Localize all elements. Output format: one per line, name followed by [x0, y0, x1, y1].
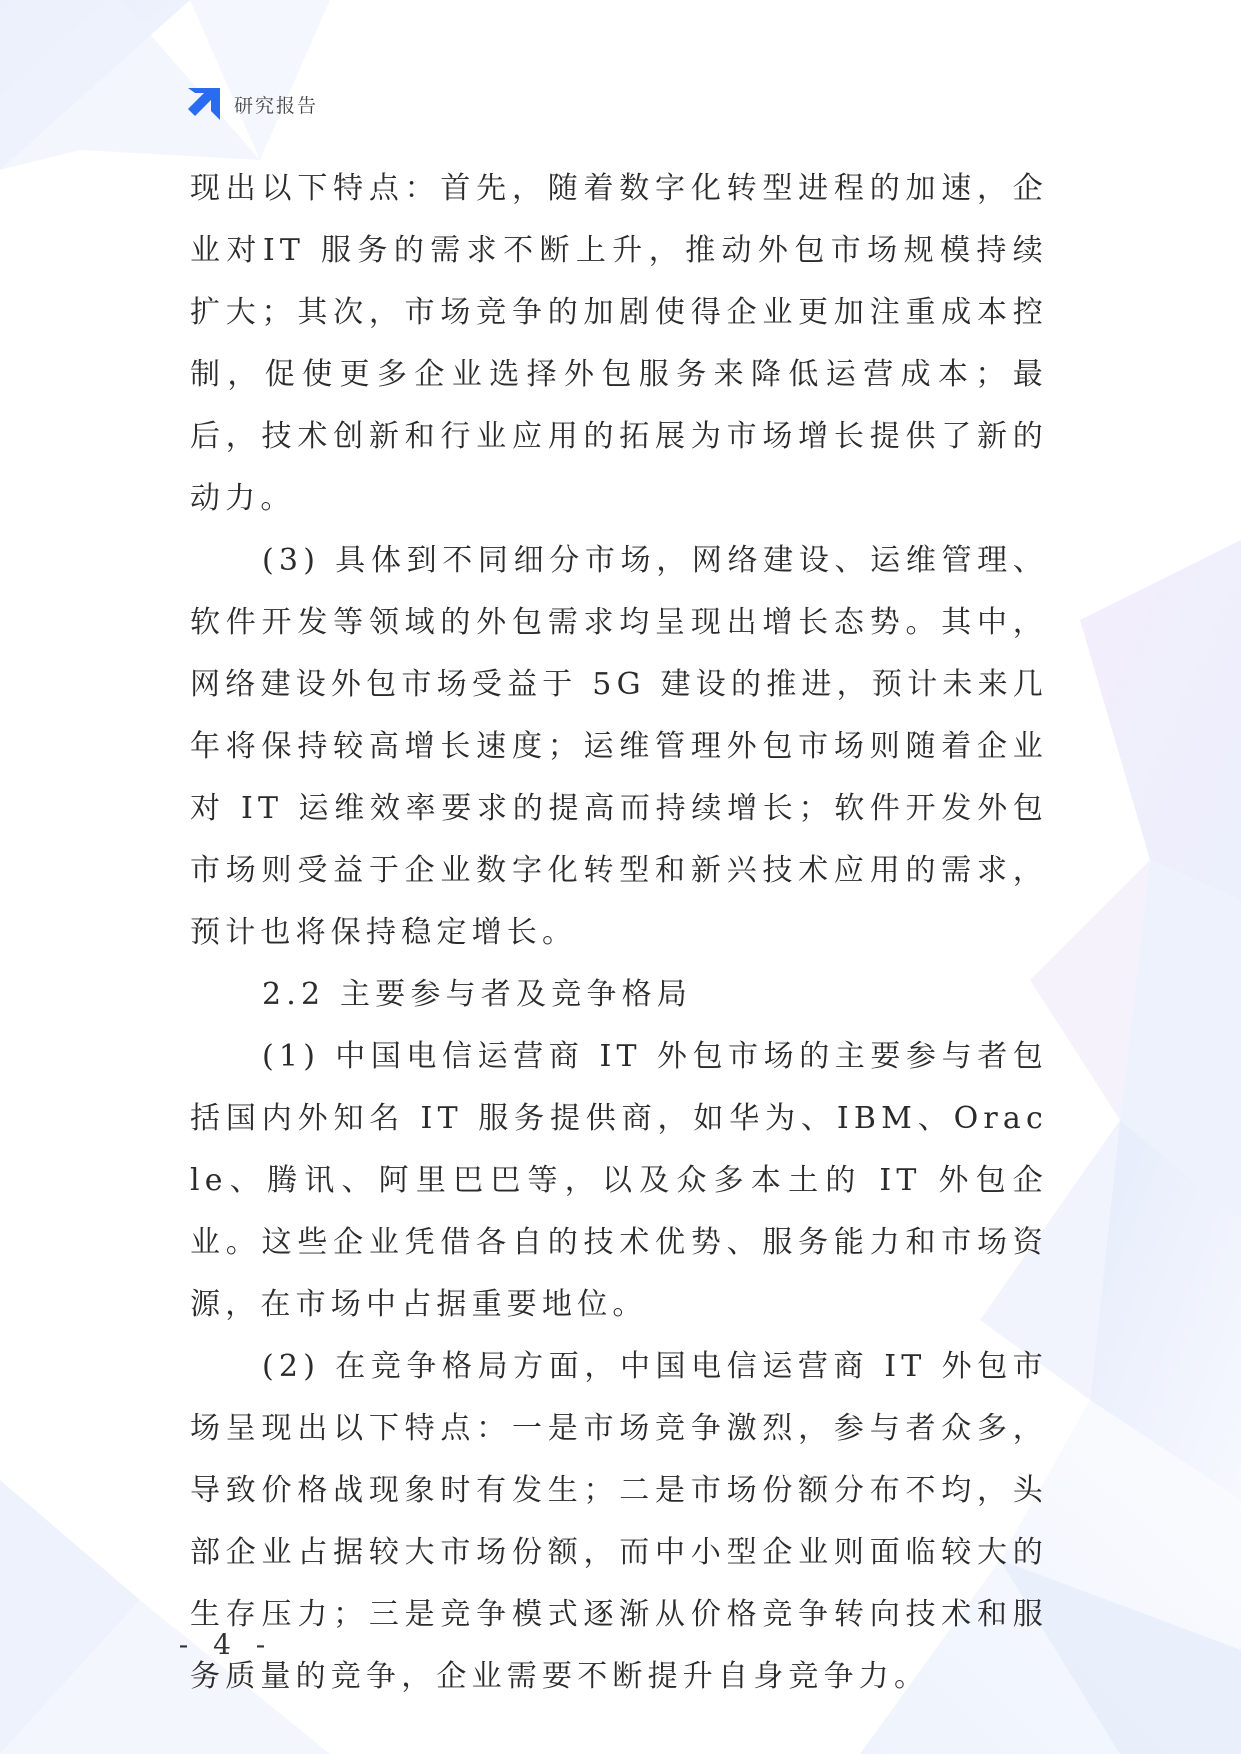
paragraph-continuation: 现出以下特点：首先，随着数字化转型进程的加速，企业对IT 服务的需求不断上升，推动外包市场规模持续扩大；其次，市场竞争的加剧使得企业更加注重成本控制，促使更多企业选择外包服务来降低运营成本；最后，技术创新和行业应用的拓展为市场增长提供了新的动力。: [190, 171, 1048, 516]
header-title: 研究报告: [234, 94, 319, 117]
paragraph-item-1: (1) 中国电信运营商 IT 外包市场的主要参与者包括国内外知名 IT 服务提供商，如华为、IBM、Oracle、腾讯、阿里巴巴等，以及众多本土的 IT 外包企业。这些企业凭借各自的技术优势、服务能力和市场资源，在市场中占据重要地位。: [190, 1039, 1048, 1322]
paragraph-item-3: (3) 具体到不同细分市场，网络建设、运维管理、软件开发等领域的外包需求均呈现出增长态势。其中，网络建设外包市场受益于 5G 建设的推进，预计未来几年将保持较高增长速度；运维管理外包市场则随着企业对 IT 运维效率要求的提高而持续增长；软件开发外包市场则受益于企业数字化转型和新兴技术应用的需求，预计也将保持稳定增长。: [190, 543, 1048, 950]
paragraph-item-2: (2) 在竞争格局方面，中国电信运营商 IT 外包市场呈现出以下特点：一是市场竞争激烈，参与者众多，导致价格战现象时有发生；二是市场份额分布不均，头部企业占据较大市场份额，而中小型企业则面临较大的生存压力；三是竞争模式逐渐从价格竞争转向技术和服务质量的竞争，企业需要不断提升自身竞争力。: [190, 1349, 1048, 1694]
report-header: [186, 86, 318, 122]
document-body: [190, 158, 1048, 1708]
section-heading: 2.2 主要参与者及竞争格局: [262, 977, 693, 1012]
arrow-up-right-icon: [186, 86, 222, 122]
page-number: - 4 -: [178, 1628, 274, 1661]
